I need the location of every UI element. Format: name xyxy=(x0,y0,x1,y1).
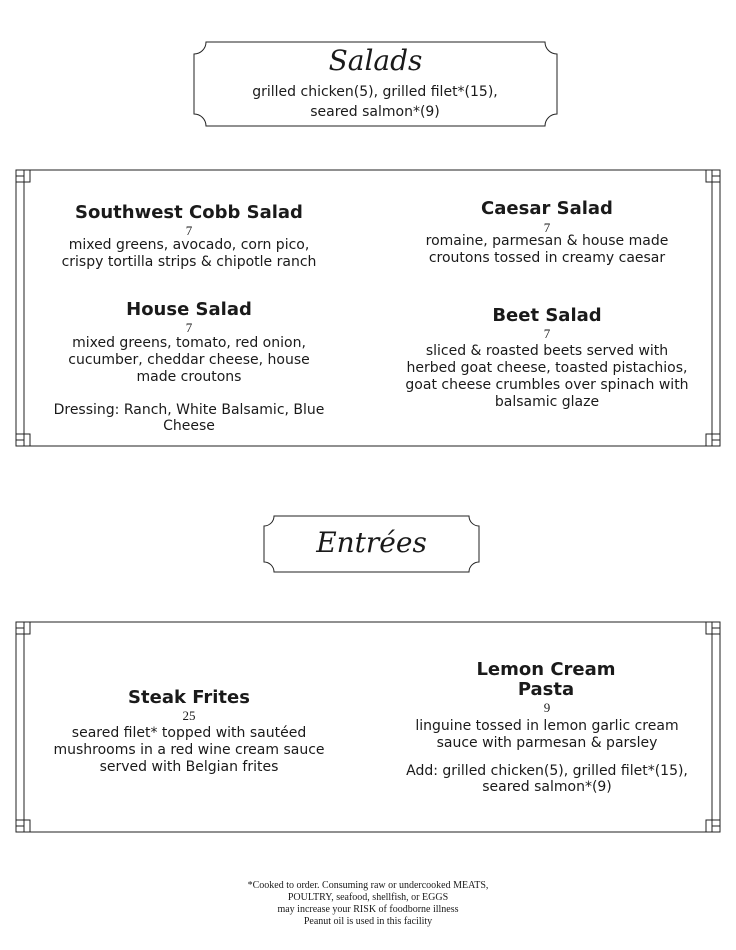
item-price: 7 xyxy=(543,326,551,341)
footer-line: *Cooked to order. Consuming raw or undercooked MEATS, xyxy=(247,880,489,891)
item-description: seared filet* topped with sautéed mushrooms in a red wine cream sauce served with Belgian frites xyxy=(53,725,325,775)
item-price: 25 xyxy=(182,708,196,723)
item-addons-note: Add: grilled chicken(5), grilled filet*(15), seared salmon*(9) xyxy=(406,763,688,795)
item-name: Beet Salad xyxy=(492,305,602,326)
footer-line: POULTRY, seafood, shellfish, or EGGS xyxy=(287,892,449,903)
entrees-title: Entrées xyxy=(316,526,427,559)
item-dressing-note: Dressing: Ranch, White Balsamic, Blue Cheese xyxy=(53,402,325,434)
item-price: 7 xyxy=(185,320,193,335)
item-description: romaine, parmesan & house made croutons tossed in creamy caesar xyxy=(425,233,669,266)
footer-line: may increase your RISK of foodborne illness xyxy=(277,904,459,915)
item-description: mixed greens, tomato, red onion, cucumber, cheddar cheese, house made croutons xyxy=(68,335,310,385)
item-description: sliced & roasted beets served with herbed goat cheese, toasted pistachios, goat cheese crumbles over spinach with balsamic glaze xyxy=(405,343,689,410)
item-price: 7 xyxy=(543,220,551,235)
item-name: Southwest Cobb Salad xyxy=(75,202,303,223)
item-description: mixed greens, avocado, corn pico, crispy tortilla strips & chipotle ranch xyxy=(61,237,317,270)
salads-title: Salads xyxy=(328,44,423,77)
footer-line: Peanut oil is used in this facility xyxy=(303,916,433,927)
item-price: 9 xyxy=(543,700,551,715)
item-name: Lemon Cream Pasta xyxy=(476,659,616,700)
item-price: 7 xyxy=(185,223,193,238)
salads-addons: grilled chicken(5), grilled filet*(15), seared salmon*(9) xyxy=(252,84,498,120)
item-name: Steak Frites xyxy=(128,687,250,708)
item-name: House Salad xyxy=(126,299,252,320)
item-description: linguine tossed in lemon garlic cream sauce with parmesan & parsley xyxy=(415,718,679,751)
item-name: Caesar Salad xyxy=(481,198,613,219)
